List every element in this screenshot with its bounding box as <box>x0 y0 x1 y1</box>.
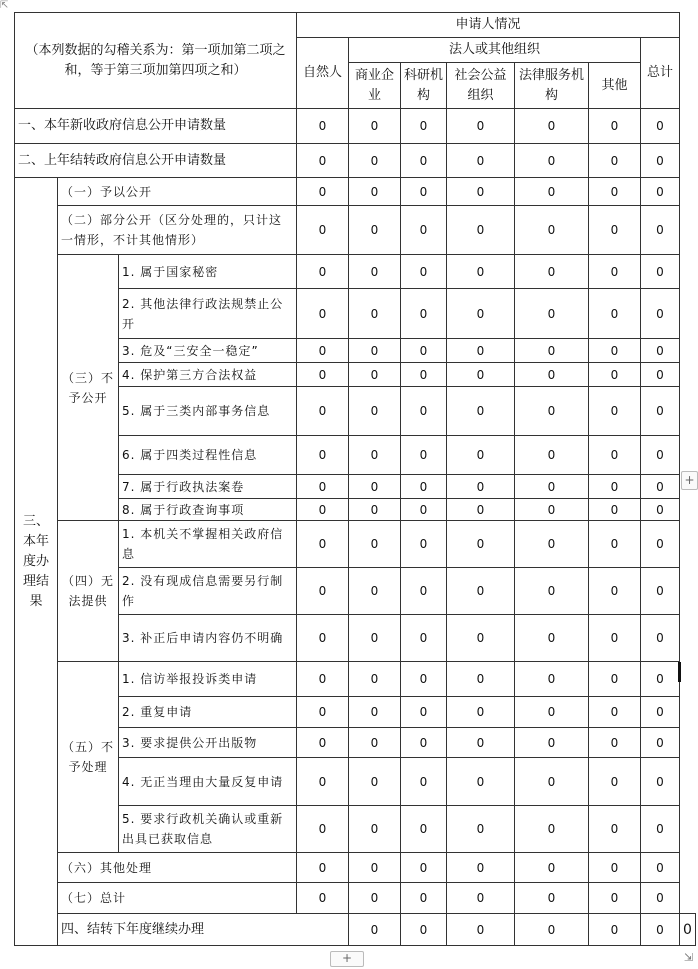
value-cell[interactable]: 0 <box>297 109 349 144</box>
header-business: 商业企业 <box>349 63 401 109</box>
header-note-cell <box>15 13 297 109</box>
value-cell[interactable]: 0 <box>297 697 349 728</box>
value-cell[interactable]: 0 <box>297 883 349 914</box>
value-cell[interactable]: 0 <box>349 499 401 521</box>
value-cell[interactable]: 0 <box>589 109 641 144</box>
table-row <box>15 914 696 946</box>
value-cell[interactable]: 0 <box>349 387 401 436</box>
value-cell[interactable]: 0 <box>589 615 641 662</box>
value-cell[interactable]: 0 <box>401 109 447 144</box>
value-cell[interactable]: 0 <box>447 178 515 206</box>
value-cell[interactable]: 0 <box>641 178 680 206</box>
row-label: （六）其他处理 <box>58 853 297 883</box>
row-label: （二）部分公开（区分处理的，只计这一情形，不计其他情形） <box>58 206 297 255</box>
value-cell[interactable]: 0 <box>447 697 515 728</box>
value-cell[interactable]: 0 <box>515 339 589 363</box>
group-five-label: （五）不予处理 <box>58 662 119 853</box>
header-legal-org: 法人或其他组织 <box>349 38 641 63</box>
value-cell[interactable]: 0 <box>349 806 401 853</box>
header-applicant: 申请人情况 <box>297 13 680 38</box>
value-cell[interactable]: 0 <box>589 568 641 615</box>
row-label: 6. 属于四类过程性信息 <box>119 436 297 475</box>
value-cell[interactable]: 0 <box>641 806 680 853</box>
value-cell[interactable]: 0 <box>515 697 589 728</box>
section-three-label: 三、本年度办理结果 <box>15 178 58 946</box>
value-cell[interactable]: 0 <box>297 339 349 363</box>
value-cell[interactable]: 0 <box>401 387 447 436</box>
value-cell[interactable]: 0 <box>401 363 447 387</box>
value-cell[interactable]: 0 <box>447 615 515 662</box>
value-cell[interactable]: 0 <box>641 206 680 255</box>
value-cell[interactable]: 0 <box>589 521 641 568</box>
value-cell[interactable]: 0 <box>515 568 589 615</box>
value-cell[interactable]: 0 <box>401 339 447 363</box>
value-cell[interactable]: 0 <box>589 255 641 289</box>
value-cell[interactable]: 0 <box>641 697 680 728</box>
value-cell[interactable]: 0 <box>447 853 515 883</box>
value-cell[interactable]: 0 <box>349 436 401 475</box>
table-row <box>15 662 696 697</box>
value-cell[interactable]: 0 <box>447 387 515 436</box>
value-cell[interactable]: 0 <box>515 475 589 499</box>
value-cell[interactable]: 0 <box>349 568 401 615</box>
table-row <box>15 144 696 178</box>
value-cell[interactable]: 0 <box>349 339 401 363</box>
row-label: 3. 补正后申请内容仍不明确 <box>119 615 297 662</box>
row-label: 2. 重复申请 <box>119 697 297 728</box>
row-label: 5. 要求行政机关确认或重新出具已获取信息 <box>119 806 297 853</box>
text-cursor <box>678 662 681 682</box>
value-cell[interactable]: 0 <box>515 255 589 289</box>
table-row <box>15 255 696 289</box>
value-cell[interactable]: 0 <box>641 758 680 806</box>
value-cell[interactable]: 0 <box>447 883 515 914</box>
header-note: （本列数据的勾稽关系为：第一项加第二项之和，等于第三项加第四项之和） <box>25 42 286 78</box>
add-row-button[interactable]: + <box>330 951 364 967</box>
value-cell[interactable]: 0 <box>589 499 641 521</box>
value-cell[interactable]: 0 <box>447 521 515 568</box>
value-cell[interactable]: 0 <box>641 144 680 178</box>
value-cell[interactable]: 0 <box>641 255 680 289</box>
value-cell[interactable]: 0 <box>349 758 401 806</box>
value-cell[interactable]: 0 <box>589 206 641 255</box>
value-cell[interactable]: 0 <box>641 615 680 662</box>
row-label: 1. 属于国家秘密 <box>119 255 297 289</box>
value-cell[interactable]: 0 <box>447 728 515 758</box>
value-cell[interactable]: 0 <box>589 728 641 758</box>
value-cell[interactable]: 0 <box>297 758 349 806</box>
table-row <box>15 853 696 883</box>
value-cell[interactable]: 0 <box>515 289 589 339</box>
value-cell[interactable]: 0 <box>515 883 589 914</box>
value-cell[interactable]: 0 <box>349 914 401 946</box>
group-three-label: （三）不予公开 <box>58 255 119 521</box>
value-cell[interactable]: 0 <box>589 363 641 387</box>
value-cell[interactable]: 0 <box>589 289 641 339</box>
value-cell[interactable]: 0 <box>401 914 447 946</box>
value-cell[interactable]: 0 <box>515 521 589 568</box>
table-resize-icon[interactable]: ⇲ <box>684 951 694 964</box>
value-cell[interactable]: 0 <box>349 363 401 387</box>
value-cell[interactable]: 0 <box>401 206 447 255</box>
row-label: 4. 无正当理由大量反复申请 <box>119 758 297 806</box>
value-cell[interactable]: 0 <box>349 144 401 178</box>
value-cell[interactable]: 0 <box>401 521 447 568</box>
value-cell[interactable]: 0 <box>297 806 349 853</box>
value-cell[interactable]: 0 <box>515 144 589 178</box>
value-cell[interactable]: 0 <box>401 568 447 615</box>
value-cell[interactable]: 0 <box>447 206 515 255</box>
value-cell[interactable]: 0 <box>589 339 641 363</box>
value-cell[interactable]: 0 <box>349 697 401 728</box>
value-cell[interactable]: 0 <box>297 475 349 499</box>
value-cell[interactable]: 0 <box>349 615 401 662</box>
value-cell[interactable]: 0 <box>589 662 641 697</box>
value-cell[interactable]: 0 <box>515 363 589 387</box>
value-cell[interactable]: 0 <box>515 206 589 255</box>
row-label: 4. 保护第三方合法权益 <box>119 363 297 387</box>
value-cell[interactable]: 0 <box>641 521 680 568</box>
value-cell[interactable]: 0 <box>401 853 447 883</box>
value-cell[interactable]: 0 <box>641 728 680 758</box>
value-cell[interactable]: 0 <box>447 758 515 806</box>
value-cell[interactable]: 0 <box>641 914 680 946</box>
value-cell[interactable]: 0 <box>515 758 589 806</box>
value-cell[interactable]: 0 <box>641 568 680 615</box>
value-cell[interactable]: 0 <box>297 728 349 758</box>
header-public-welfare: 社会公益组织 <box>447 63 515 109</box>
value-cell[interactable]: 0 <box>401 758 447 806</box>
row-label: 2. 没有现成信息需要另行制作 <box>119 568 297 615</box>
row-label: 1. 本机关不掌握相关政府信息 <box>119 521 297 568</box>
value-cell[interactable]: 0 <box>447 499 515 521</box>
value-cell[interactable]: 0 <box>297 662 349 697</box>
value-cell[interactable]: 0 <box>349 178 401 206</box>
value-cell[interactable]: 0 <box>589 475 641 499</box>
row-label: （七）总计 <box>58 883 297 914</box>
value-cell[interactable]: 0 <box>401 662 447 697</box>
value-cell[interactable]: 0 <box>447 806 515 853</box>
value-cell[interactable]: 0 <box>515 436 589 475</box>
value-cell[interactable]: 0 <box>401 806 447 853</box>
header-total: 总计 <box>641 38 680 109</box>
value-cell[interactable]: 0 <box>297 363 349 387</box>
value-cell[interactable]: 0 <box>515 178 589 206</box>
header-legal-service: 法律服务机构 <box>515 63 589 109</box>
value-cell[interactable]: 0 <box>641 436 680 475</box>
value-cell[interactable]: 0 <box>515 806 589 853</box>
value-cell[interactable]: 0 <box>589 853 641 883</box>
table-row <box>15 521 696 568</box>
value-cell[interactable]: 0 <box>515 615 589 662</box>
value-cell[interactable]: 0 <box>401 144 447 178</box>
value-cell[interactable]: 0 <box>401 499 447 521</box>
value-cell[interactable]: 0 <box>297 387 349 436</box>
value-cell[interactable]: 0 <box>515 914 589 946</box>
row-label: 5. 属于三类内部事务信息 <box>119 387 297 436</box>
value-cell[interactable]: 0 <box>641 853 680 883</box>
row-label: 一、本年新收政府信息公开申请数量 <box>15 109 297 144</box>
value-cell[interactable]: 0 <box>641 475 680 499</box>
table-row <box>15 883 696 914</box>
value-cell[interactable]: 0 <box>349 206 401 255</box>
value-cell[interactable]: 0 <box>297 568 349 615</box>
value-cell[interactable]: 0 <box>447 436 515 475</box>
value-cell[interactable]: 0 <box>349 521 401 568</box>
value-cell[interactable]: 0 <box>401 436 447 475</box>
value-cell[interactable]: 0 <box>349 289 401 339</box>
value-cell[interactable]: 0 <box>515 499 589 521</box>
add-column-button[interactable]: + <box>681 471 698 490</box>
value-cell[interactable]: 0 <box>297 289 349 339</box>
value-cell[interactable]: 0 <box>447 109 515 144</box>
value-cell[interactable]: 0 <box>349 883 401 914</box>
value-cell[interactable]: 0 <box>447 289 515 339</box>
value-cell[interactable]: 0 <box>401 728 447 758</box>
value-cell[interactable]: 0 <box>401 697 447 728</box>
row-label: 7. 属于行政执法案卷 <box>119 475 297 499</box>
value-cell[interactable]: 0 <box>641 662 680 697</box>
table-row <box>15 206 696 255</box>
value-cell[interactable]: 0 <box>641 363 680 387</box>
value-cell[interactable]: 0 <box>297 206 349 255</box>
row-label: 3. 危及“三安全一稳定” <box>119 339 297 363</box>
value-cell[interactable]: 0 <box>515 387 589 436</box>
value-cell[interactable]: 0 <box>401 475 447 499</box>
value-cell[interactable]: 0 <box>447 914 515 946</box>
value-cell[interactable]: 0 <box>349 662 401 697</box>
table-move-handle-icon[interactable]: ⇱ <box>0 0 9 11</box>
row-label: 2. 其他法律行政法规禁止公开 <box>119 289 297 339</box>
value-cell[interactable]: 0 <box>589 387 641 436</box>
value-cell[interactable]: 0 <box>589 436 641 475</box>
value-cell[interactable]: 0 <box>641 883 680 914</box>
value-cell[interactable]: 0 <box>447 475 515 499</box>
value-cell[interactable]: 0 <box>349 853 401 883</box>
value-cell[interactable]: 0 <box>447 144 515 178</box>
value-cell[interactable]: 0 <box>641 289 680 339</box>
value-cell[interactable]: 0 <box>297 255 349 289</box>
value-cell[interactable]: 0 <box>401 883 447 914</box>
value-cell[interactable]: 0 <box>589 806 641 853</box>
value-cell[interactable]: 0 <box>447 255 515 289</box>
header-research: 科研机构 <box>401 63 447 109</box>
value-cell[interactable]: 0 <box>589 144 641 178</box>
value-cell[interactable]: 0 <box>515 662 589 697</box>
value-cell[interactable]: 0 <box>515 853 589 883</box>
value-cell[interactable]: 0 <box>297 436 349 475</box>
value-cell[interactable]: 0 <box>447 568 515 615</box>
row-label: 1. 信访举报投诉类申请 <box>119 662 297 697</box>
header-natural-person: 自然人 <box>297 38 349 109</box>
value-cell[interactable]: 0 <box>401 615 447 662</box>
value-cell[interactable]: 0 <box>641 387 680 436</box>
value-cell[interactable]: 0 <box>297 499 349 521</box>
value-cell[interactable]: 0 <box>349 109 401 144</box>
value-cell[interactable]: 0 <box>589 697 641 728</box>
value-cell[interactable]: 0 <box>349 255 401 289</box>
value-cell[interactable]: 0 <box>589 883 641 914</box>
row-label: （一）予以公开 <box>58 178 297 206</box>
value-cell[interactable]: 0 <box>401 289 447 339</box>
value-cell[interactable]: 0 <box>515 728 589 758</box>
group-four-label: （四）无法提供 <box>58 521 119 662</box>
value-cell[interactable]: 0 <box>297 178 349 206</box>
row-label: 3. 要求提供公开出版物 <box>119 728 297 758</box>
value-cell[interactable]: 0 <box>401 178 447 206</box>
value-cell[interactable]: 0 <box>401 255 447 289</box>
value-cell[interactable]: 0 <box>297 144 349 178</box>
value-cell[interactable]: 0 <box>297 615 349 662</box>
table-row <box>15 109 696 144</box>
value-cell[interactable]: 0 <box>680 914 696 946</box>
row-label: 8. 属于行政查询事项 <box>119 499 297 521</box>
value-cell[interactable]: 0 <box>297 521 349 568</box>
header-other: 其他 <box>589 63 641 109</box>
value-cell[interactable]: 0 <box>297 853 349 883</box>
value-cell[interactable]: 0 <box>641 499 680 521</box>
row-label: 四、结转下年度继续办理 <box>58 914 349 946</box>
value-cell[interactable]: 0 <box>447 363 515 387</box>
value-cell[interactable]: 0 <box>349 728 401 758</box>
table-row <box>15 178 696 206</box>
disclosure-stats-table <box>14 12 696 946</box>
value-cell[interactable]: 0 <box>515 109 589 144</box>
value-cell[interactable]: 0 <box>641 339 680 363</box>
value-cell[interactable]: 0 <box>349 475 401 499</box>
value-cell[interactable]: 0 <box>447 339 515 363</box>
value-cell[interactable]: 0 <box>589 758 641 806</box>
value-cell[interactable]: 0 <box>589 178 641 206</box>
value-cell[interactable]: 0 <box>641 109 680 144</box>
row-label: 二、上年结转政府信息公开申请数量 <box>15 144 297 178</box>
value-cell[interactable]: 0 <box>447 662 515 697</box>
value-cell[interactable]: 0 <box>589 914 641 946</box>
